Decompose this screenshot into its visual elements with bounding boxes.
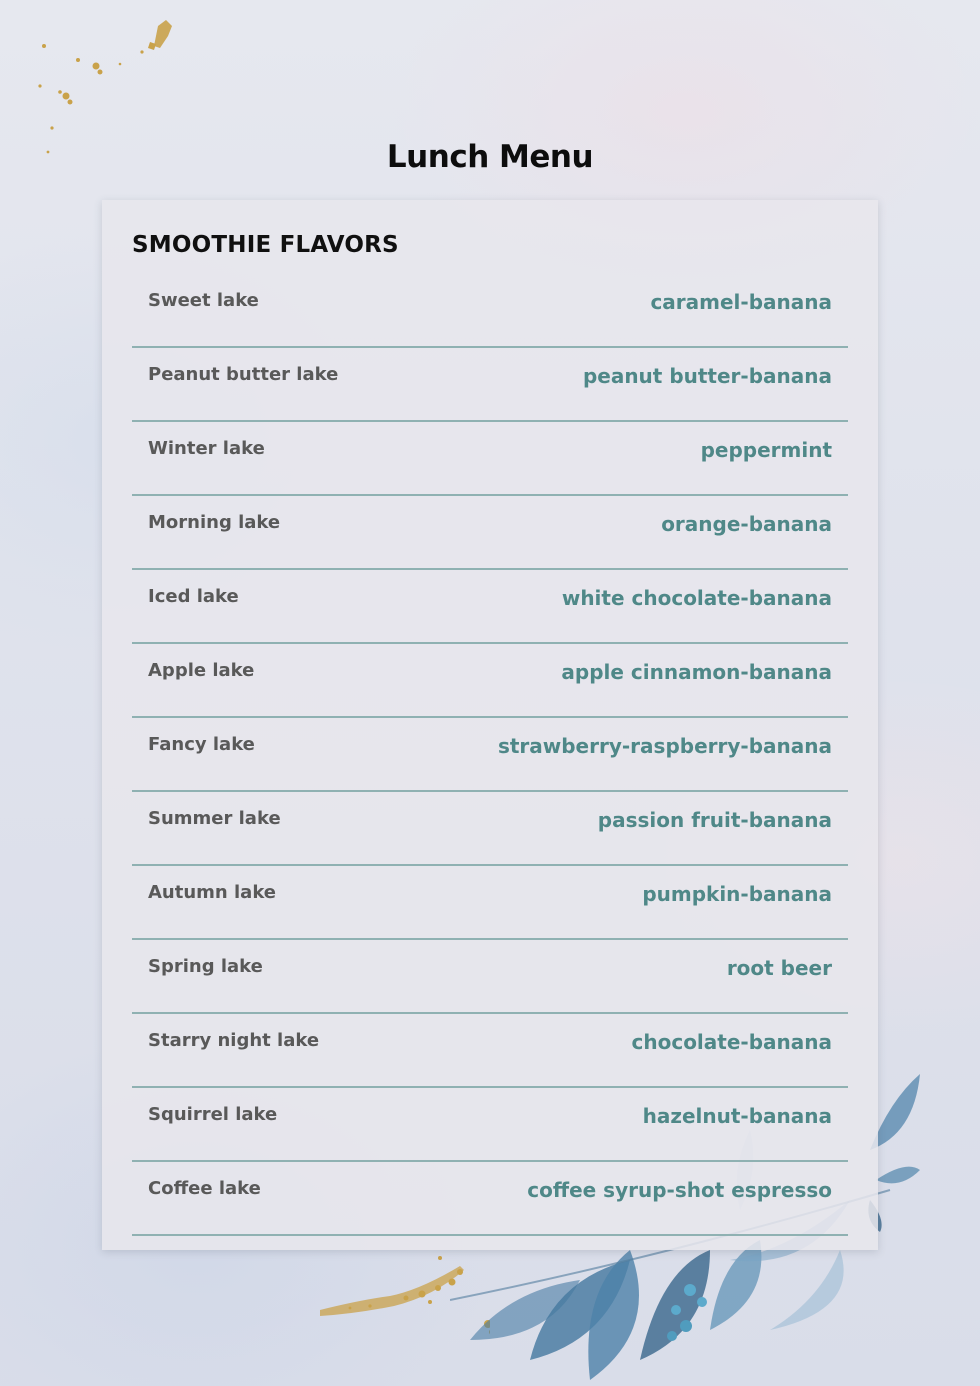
- item-name: Squirrel lake: [148, 1104, 278, 1125]
- item-flavor: caramel-banana: [650, 290, 832, 314]
- menu-row: [132, 274, 848, 348]
- section-title: SMOOTHIE FLAVORS: [132, 232, 399, 258]
- item-name: Summer lake: [148, 808, 281, 829]
- item-name: Fancy lake: [148, 734, 255, 755]
- page-title: Lunch Menu: [386, 139, 594, 175]
- item-name: Sweet lake: [148, 290, 259, 311]
- item-flavor: strawberry-raspberry-banana: [497, 734, 832, 758]
- item-flavor: root beer: [726, 956, 832, 980]
- item-flavor: orange-banana: [661, 512, 832, 536]
- item-flavor: apple cinnamon-banana: [561, 660, 832, 684]
- item-name: Winter lake: [148, 438, 265, 459]
- item-flavor: white chocolate-banana: [561, 586, 832, 610]
- menu-row: [132, 1162, 848, 1236]
- item-name: Coffee lake: [148, 1178, 261, 1199]
- menu-row: [132, 1088, 848, 1162]
- item-flavor: peanut butter-banana: [582, 364, 832, 388]
- gold-glitter-icon: [310, 1250, 490, 1345]
- menu-row: [132, 718, 848, 792]
- item-name: Starry night lake: [148, 1030, 320, 1051]
- item-flavor: pumpkin-banana: [642, 882, 832, 906]
- item-name: Iced lake: [148, 586, 239, 607]
- item-flavor: peppermint: [700, 438, 832, 462]
- item-name: Apple lake: [148, 660, 255, 681]
- menu-row: [132, 644, 848, 718]
- item-name: Peanut butter lake: [148, 364, 339, 385]
- item-name: Morning lake: [148, 512, 281, 533]
- menu-row: [132, 348, 848, 422]
- menu-row: [132, 570, 848, 644]
- item-name: Spring lake: [148, 956, 263, 977]
- menu-row: [132, 1014, 848, 1088]
- menu-row: [132, 422, 848, 496]
- menu-row: [132, 866, 848, 940]
- item-flavor: chocolate-banana: [631, 1030, 832, 1054]
- menu-row: [132, 496, 848, 570]
- menu-card: [102, 200, 878, 1250]
- menu-row: [132, 792, 848, 866]
- item-flavor: hazelnut-banana: [642, 1104, 832, 1128]
- item-flavor: coffee syrup-shot espresso: [527, 1178, 832, 1202]
- menu-list: [132, 274, 848, 1236]
- item-flavor: passion fruit-banana: [597, 808, 832, 832]
- menu-row: [132, 940, 848, 1014]
- item-name: Autumn lake: [148, 882, 277, 903]
